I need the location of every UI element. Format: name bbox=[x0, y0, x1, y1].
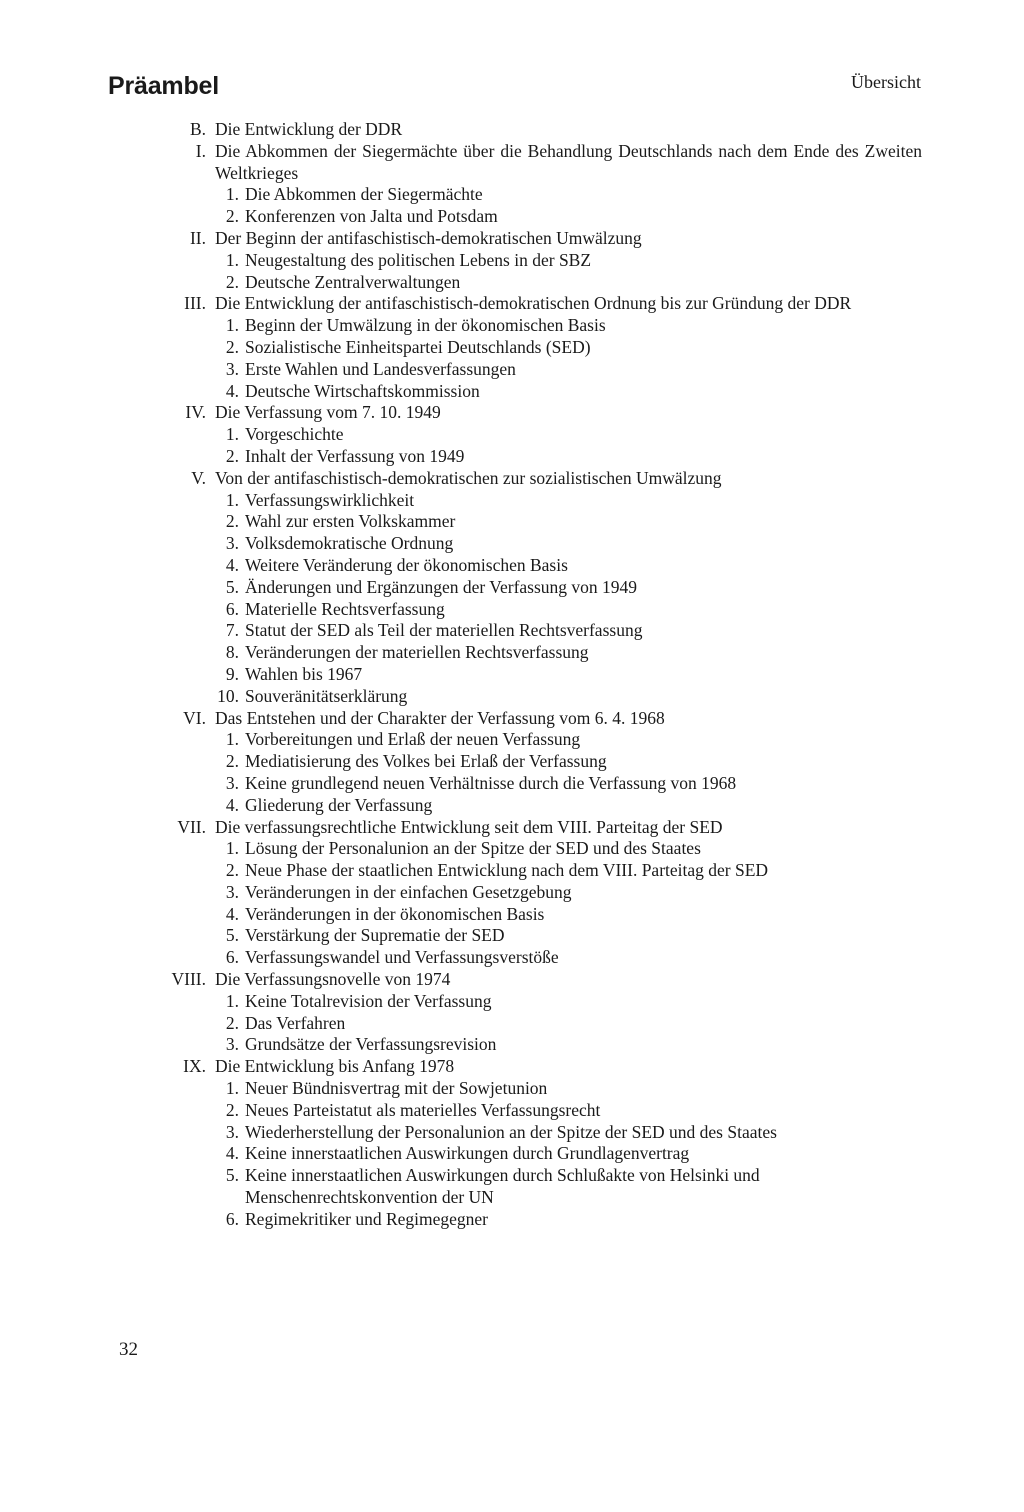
toc-section bbox=[140, 1078, 922, 1100]
toc-section bbox=[140, 904, 922, 926]
toc-section bbox=[140, 686, 922, 708]
toc-number: 2. bbox=[225, 511, 239, 532]
toc-number: 2. bbox=[225, 271, 239, 292]
toc-text: Beginn der Umwälzung in der ökonomischen Basis bbox=[245, 315, 606, 336]
toc-text: Die Entwicklung der antifaschistisch-demokratischen Ordnung bis zur Gründung der DDR bbox=[215, 293, 852, 314]
toc-section bbox=[140, 315, 922, 337]
toc-section bbox=[140, 925, 922, 947]
toc-chapter bbox=[140, 141, 922, 185]
toc-number: V. bbox=[191, 467, 206, 488]
toc-section bbox=[140, 599, 922, 621]
toc-number: 4. bbox=[225, 794, 239, 815]
toc-text: Verfassungswirklichkeit bbox=[245, 489, 415, 510]
toc-number: 4. bbox=[225, 554, 239, 575]
toc-section bbox=[140, 838, 922, 860]
toc-number: IV. bbox=[185, 402, 206, 423]
toc-section bbox=[140, 490, 922, 512]
toc-section bbox=[140, 729, 922, 751]
toc-text: Die Verfassungsnovelle von 1974 bbox=[215, 969, 451, 990]
toc-text: Die Verfassung vom 7. 10. 1949 bbox=[215, 402, 441, 423]
toc-number: 2. bbox=[225, 206, 239, 227]
toc-chapter bbox=[140, 708, 922, 730]
toc-chapter bbox=[140, 969, 922, 991]
toc-section bbox=[140, 860, 922, 882]
toc-section bbox=[140, 424, 922, 446]
toc-number: B. bbox=[189, 119, 206, 139]
toc-text: Veränderungen der materiellen Rechtsverfassung bbox=[245, 642, 589, 663]
toc-number: 10. bbox=[217, 685, 239, 706]
toc-text: Grundsätze der Verfassungsrevision bbox=[245, 1034, 497, 1055]
toc-section bbox=[140, 795, 922, 817]
toc-section bbox=[140, 272, 922, 294]
toc-text: Deutsche Zentralverwaltungen bbox=[245, 271, 461, 292]
toc-text: Die Entwicklung bis Anfang 1978 bbox=[215, 1056, 455, 1077]
toc-number: VI. bbox=[183, 707, 206, 728]
toc-text: Wahlen bis 1967 bbox=[245, 663, 363, 684]
toc-number: 4. bbox=[225, 380, 239, 401]
toc-number: IX. bbox=[183, 1056, 206, 1077]
toc-section bbox=[140, 1122, 922, 1144]
section-title: Präambel bbox=[108, 72, 219, 100]
toc-number: 6. bbox=[225, 598, 239, 619]
toc-text: Die verfassungsrechtliche Entwicklung seit dem VIII. Parteitag der SED bbox=[215, 816, 723, 837]
toc-number: 6. bbox=[225, 947, 239, 968]
toc-text: Mediatisierung des Volkes bei Erlaß der Verfassung bbox=[245, 751, 607, 772]
toc-section bbox=[140, 1034, 922, 1056]
toc-text: Das Entstehen und der Charakter der Verfassung vom 6. 4. 1968 bbox=[215, 707, 665, 728]
toc-number: 5. bbox=[225, 925, 239, 946]
toc-number: 4. bbox=[225, 1143, 239, 1164]
toc-number: 4. bbox=[225, 903, 239, 924]
toc-section bbox=[140, 555, 922, 577]
toc-text: Wiederherstellung der Personalunion an der Spitze der SED und des Staates bbox=[245, 1121, 777, 1142]
toc-text: Die Abkommen der Siegermächte bbox=[245, 184, 483, 205]
toc-number: 1. bbox=[225, 990, 239, 1011]
toc-text: Wahl zur ersten Volkskammer bbox=[245, 511, 456, 532]
toc-number: 2. bbox=[225, 860, 239, 881]
toc-section bbox=[140, 1013, 922, 1035]
toc-number: 1. bbox=[225, 729, 239, 750]
toc-text: Veränderungen in der einfachen Gesetzgebung bbox=[245, 881, 572, 902]
toc-text: Keine innerstaatlichen Auswirkungen durch Schlußakte von Helsinki und Menschenrechtskonvention der UN bbox=[245, 1165, 760, 1208]
toc-number: 1. bbox=[225, 489, 239, 510]
toc-section bbox=[140, 664, 922, 686]
toc-text: Neues Parteistatut als materielles Verfassungsrecht bbox=[245, 1099, 601, 1120]
toc-section bbox=[140, 642, 922, 664]
toc-number: I. bbox=[195, 140, 206, 161]
toc-section bbox=[140, 359, 922, 381]
toc-text: Konferenzen von Jalta und Potsdam bbox=[245, 206, 498, 227]
toc-number: 1. bbox=[225, 1078, 239, 1099]
toc-text: Vorgeschichte bbox=[245, 424, 344, 445]
toc-text: Sozialistische Einheitspartei Deutschlands (SED) bbox=[245, 336, 591, 357]
toc-text: Die Abkommen der Siegermächte über die Behandlung Deutschlands nach dem Ende des Zweiten Weltkrieges bbox=[215, 140, 922, 183]
toc-text: Weitere Veränderung der ökonomischen Basis bbox=[245, 554, 568, 575]
toc-number: 2. bbox=[225, 1012, 239, 1033]
toc-text: Volksdemokratische Ordnung bbox=[245, 533, 454, 554]
toc-number: 1. bbox=[225, 315, 239, 336]
toc-text: Keine grundlegend neuen Verhältnisse durch die Verfassung von 1968 bbox=[245, 772, 737, 793]
toc-text: Materielle Rechtsverfassung bbox=[245, 598, 445, 619]
toc-text: Keine Totalrevision der Verfassung bbox=[245, 990, 492, 1011]
toc-text: Neue Phase der staatlichen Entwicklung nach dem VIII. Parteitag der SED bbox=[245, 860, 769, 881]
toc-section bbox=[140, 1209, 922, 1231]
toc-section bbox=[140, 206, 922, 228]
toc-number: 1. bbox=[225, 424, 239, 445]
toc-number: II. bbox=[189, 227, 206, 248]
toc-section bbox=[140, 446, 922, 468]
toc-text: Die Entwicklung der DDR bbox=[215, 119, 403, 139]
toc-chapter bbox=[140, 402, 922, 424]
toc-number: 3. bbox=[225, 881, 239, 902]
toc-number: III. bbox=[184, 293, 206, 314]
toc-chapter bbox=[140, 228, 922, 250]
toc-section bbox=[140, 1165, 922, 1209]
toc-text: Deutsche Wirtschaftskommission bbox=[245, 380, 480, 401]
toc-text: Neugestaltung des politischen Lebens in der SBZ bbox=[245, 249, 592, 270]
toc-number: 6. bbox=[225, 1208, 239, 1229]
toc-number: 3. bbox=[225, 533, 239, 554]
toc-number: 8. bbox=[225, 642, 239, 663]
toc-part-heading bbox=[140, 119, 922, 141]
toc-section bbox=[140, 991, 922, 1013]
toc-text: Erste Wahlen und Landesverfassungen bbox=[245, 358, 516, 379]
toc-section bbox=[140, 533, 922, 555]
toc-text: Regimekritiker und Regimegegner bbox=[245, 1208, 488, 1229]
toc-number: 5. bbox=[225, 576, 239, 597]
toc-chapter bbox=[140, 468, 922, 490]
overview-label: Übersicht bbox=[851, 72, 921, 92]
toc-section bbox=[140, 1100, 922, 1122]
toc-number: 3. bbox=[225, 772, 239, 793]
table-of-contents bbox=[140, 119, 922, 1231]
toc-section bbox=[140, 1143, 922, 1165]
toc-section bbox=[140, 381, 922, 403]
toc-section bbox=[140, 337, 922, 359]
toc-number: 9. bbox=[225, 663, 239, 684]
toc-text: Vorbereitungen und Erlaß der neuen Verfassung bbox=[245, 729, 581, 750]
toc-number: 1. bbox=[225, 838, 239, 859]
toc-number: VIII. bbox=[171, 969, 206, 990]
toc-number: 3. bbox=[225, 358, 239, 379]
toc-text: Von der antifaschistisch-demokratischen zur sozialistischen Umwälzung bbox=[215, 467, 722, 488]
toc-number: 5. bbox=[225, 1165, 239, 1186]
toc-chapter bbox=[140, 817, 922, 839]
toc-section bbox=[140, 184, 922, 206]
page-number: 32 bbox=[119, 1339, 138, 1360]
toc-number: 1. bbox=[225, 184, 239, 205]
toc-text: Veränderungen in der ökonomischen Basis bbox=[245, 903, 545, 924]
toc-text: Verstärkung der Suprematie der SED bbox=[245, 925, 505, 946]
toc-section bbox=[140, 882, 922, 904]
toc-section bbox=[140, 511, 922, 533]
toc-section bbox=[140, 947, 922, 969]
toc-number: 2. bbox=[225, 1099, 239, 1120]
toc-chapter bbox=[140, 1056, 922, 1078]
toc-number: 3. bbox=[225, 1034, 239, 1055]
toc-text: Das Verfahren bbox=[245, 1012, 346, 1033]
toc-number: 3. bbox=[225, 1121, 239, 1142]
toc-text: Statut der SED als Teil der materiellen Rechtsverfassung bbox=[245, 620, 643, 641]
toc-section bbox=[140, 620, 922, 642]
toc-text: Lösung der Personalunion an der Spitze der SED und des Staates bbox=[245, 838, 701, 859]
toc-number: 7. bbox=[225, 620, 239, 641]
toc-section bbox=[140, 250, 922, 272]
toc-text: Änderungen und Ergänzungen der Verfassung von 1949 bbox=[245, 576, 638, 597]
toc-text: Neuer Bündnisvertrag mit der Sowjetunion bbox=[245, 1078, 548, 1099]
toc-number: VII. bbox=[177, 816, 206, 837]
toc-text: Der Beginn der antifaschistisch-demokratischen Umwälzung bbox=[215, 227, 642, 248]
toc-number: 2. bbox=[225, 751, 239, 772]
toc-text: Inhalt der Verfassung von 1949 bbox=[245, 445, 465, 466]
toc-chapter bbox=[140, 293, 922, 315]
toc-text: Keine innerstaatlichen Auswirkungen durch Grundlagenvertrag bbox=[245, 1143, 690, 1164]
toc-text: Souveränitätserklärung bbox=[245, 685, 408, 706]
toc-section bbox=[140, 773, 922, 795]
toc-text: Verfassungswandel und Verfassungsverstöße bbox=[245, 947, 559, 968]
toc-number: 2. bbox=[225, 336, 239, 357]
toc-section bbox=[140, 577, 922, 599]
toc-section bbox=[140, 751, 922, 773]
toc-text: Gliederung der Verfassung bbox=[245, 794, 433, 815]
toc-number: 2. bbox=[225, 445, 239, 466]
toc-number: 1. bbox=[225, 249, 239, 270]
